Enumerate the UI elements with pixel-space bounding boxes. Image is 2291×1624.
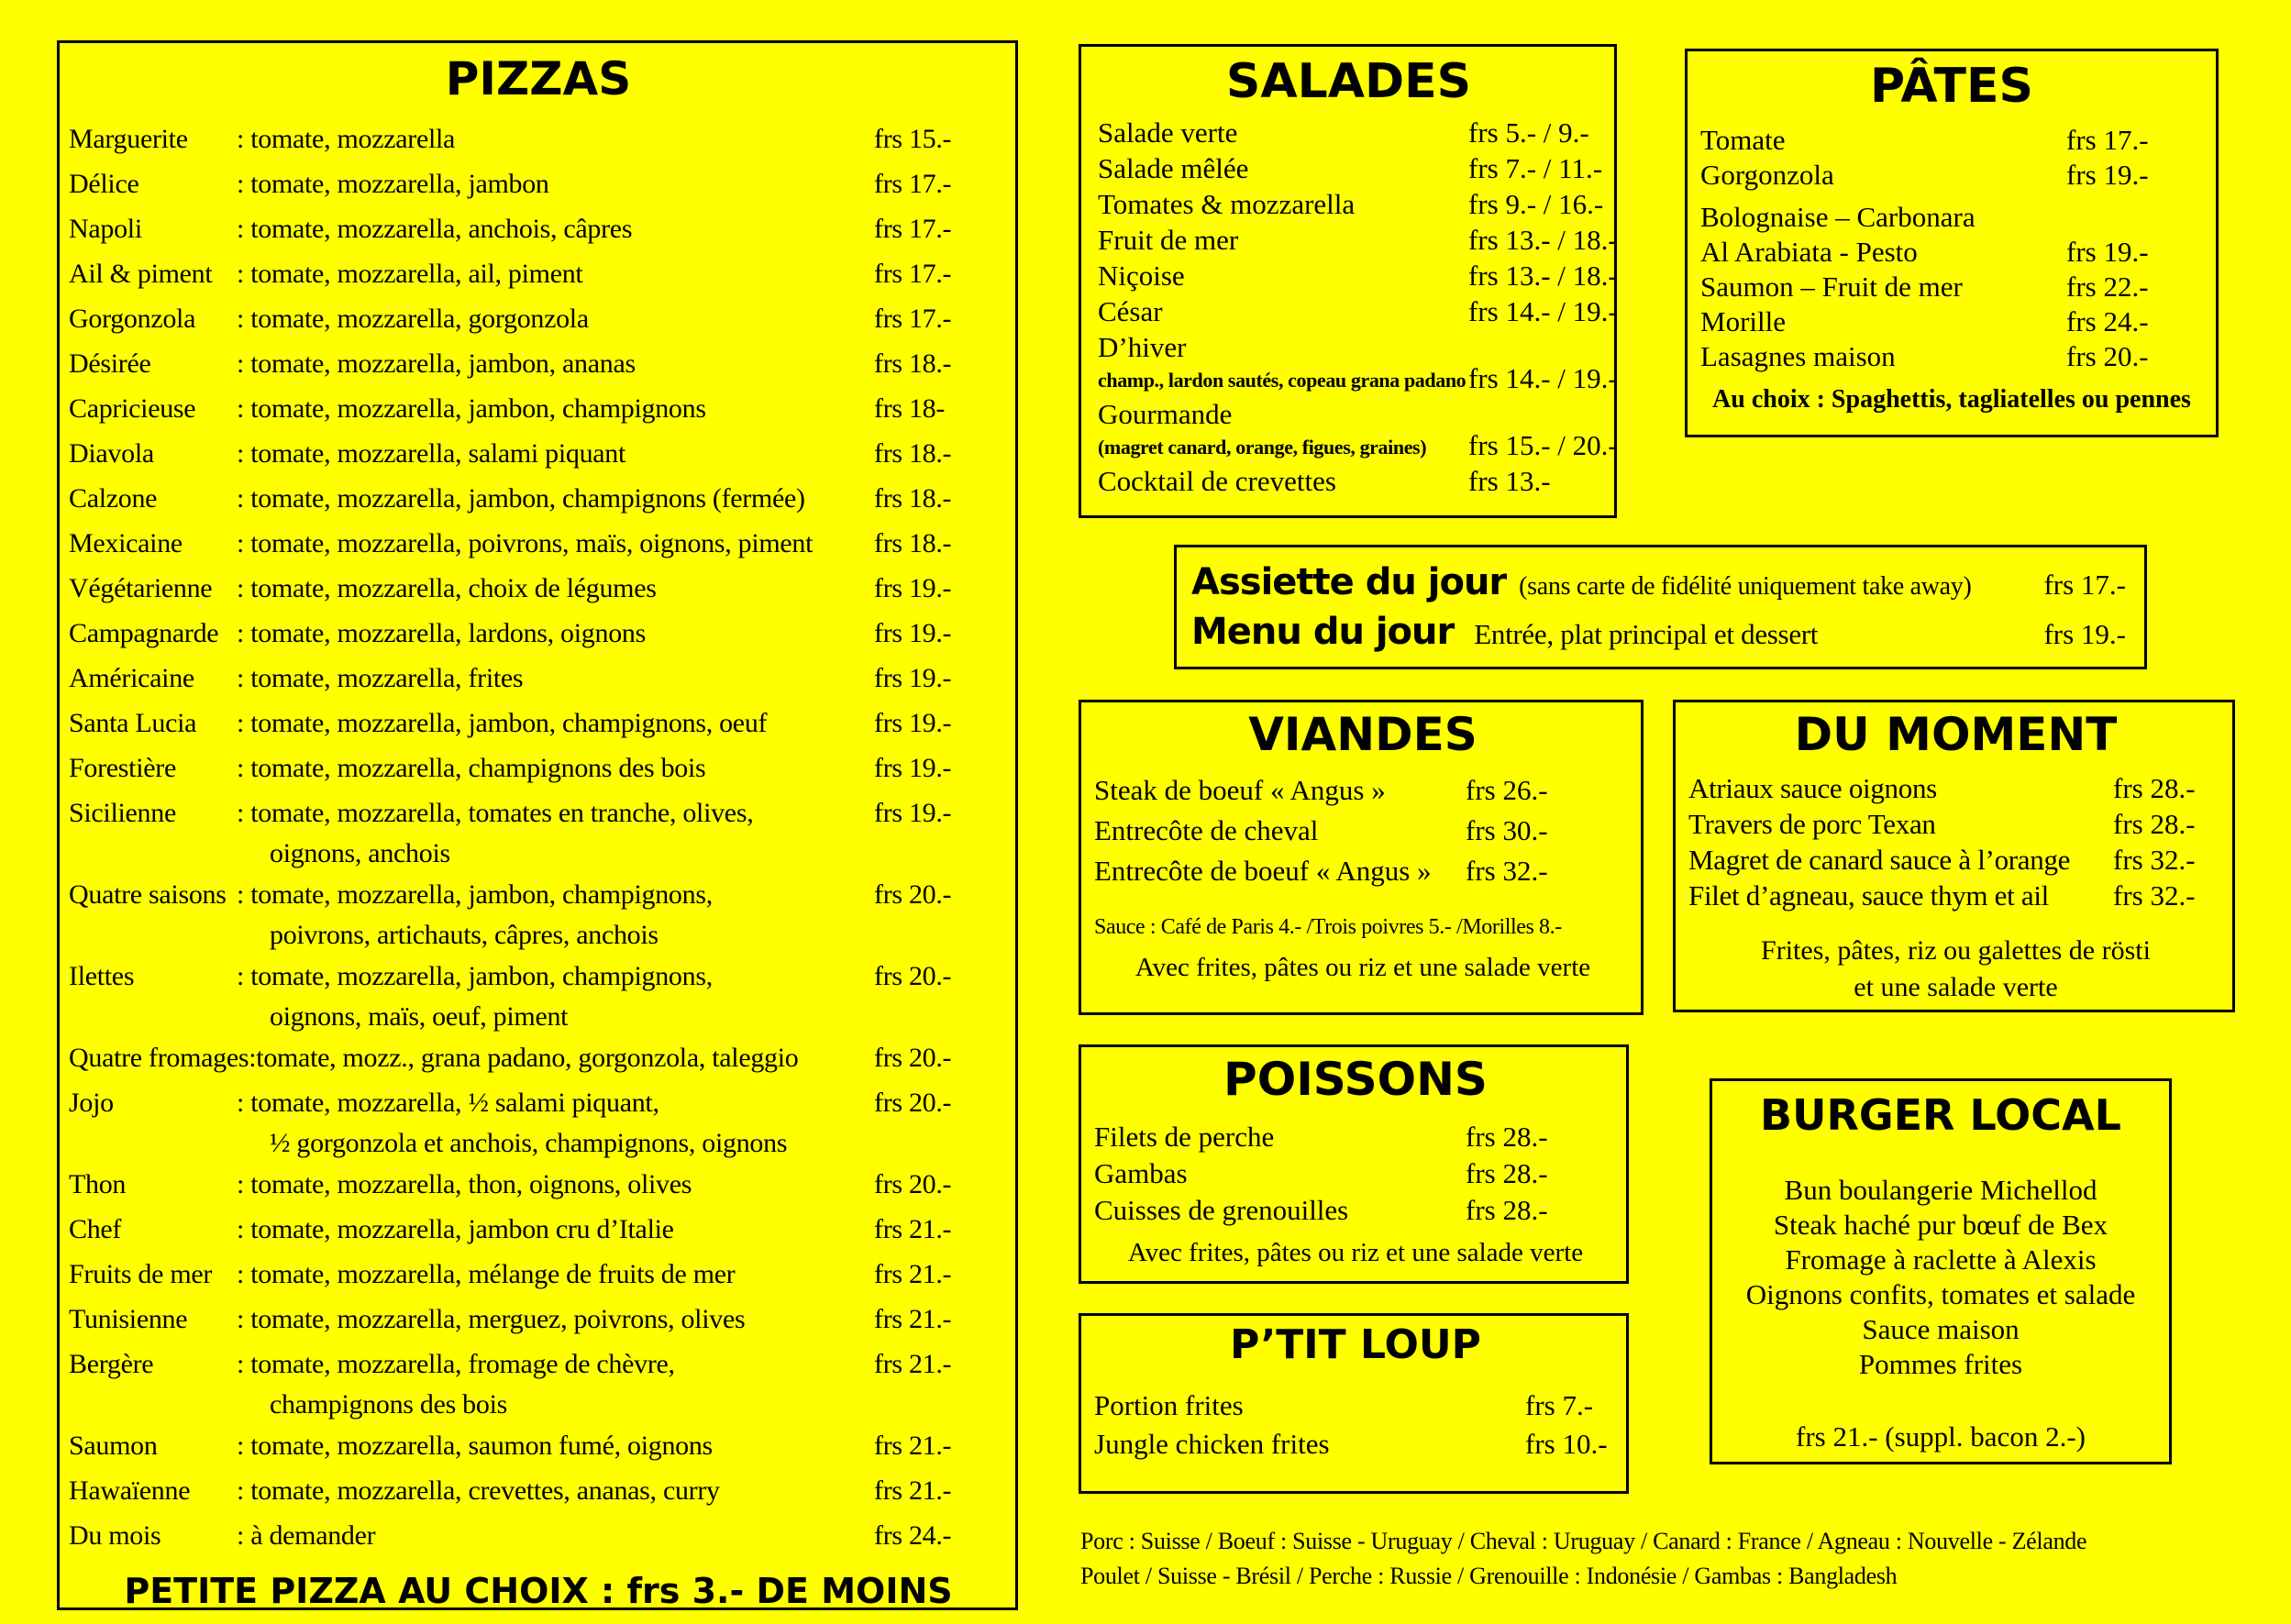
section-salades bbox=[1079, 44, 1617, 518]
pizza-name: Végétarienne bbox=[69, 573, 213, 603]
pates-note: Au choix : Spaghettis, tagliatelles ou pennes bbox=[1712, 385, 2191, 414]
pizza-price: frs 20.- bbox=[874, 961, 952, 991]
pizza-desc bbox=[237, 656, 874, 701]
pates-price bbox=[2066, 200, 2203, 235]
du-moment-name: Travers de porc Texan bbox=[1688, 808, 1936, 840]
salade-row bbox=[1098, 222, 1618, 258]
pizza-row bbox=[69, 431, 1008, 476]
pizza-desc bbox=[237, 251, 874, 296]
pizza-name: Bergère bbox=[69, 1349, 154, 1379]
burger-title: BURGER LOCAL bbox=[1760, 1090, 2121, 1140]
pizza-desc-line2: champignons des bois bbox=[270, 1389, 507, 1420]
pizza-price: frs 15.- bbox=[874, 124, 952, 154]
salade-row bbox=[1098, 396, 1618, 463]
poissons-list bbox=[1094, 1119, 1617, 1229]
ptit-loup-title: P’TIT LOUP bbox=[1230, 1321, 1481, 1368]
pates-price: frs 22.- bbox=[2066, 271, 2149, 303]
pizza-name: Quatre fromages: bbox=[69, 1043, 257, 1073]
pizza-row bbox=[69, 1252, 1008, 1297]
pizza-name: Tunisienne bbox=[69, 1304, 188, 1334]
du-moment-row bbox=[1688, 806, 2223, 842]
pizza-name: Forestière bbox=[69, 753, 176, 783]
burger-line: Steak haché pur bœuf de Bex bbox=[1773, 1209, 2108, 1241]
viandes-title: VIANDES bbox=[1248, 708, 1478, 761]
poisson-price: frs 28.- bbox=[1466, 1121, 1548, 1153]
pizza-name: Américaine bbox=[69, 663, 194, 693]
pizza-name: Marguerite bbox=[69, 124, 188, 154]
salade-name-main: Niçoise bbox=[1098, 260, 1185, 292]
pizza-row bbox=[69, 521, 1008, 566]
pizza-desc-line1: : tomate, mozzarella, jambon bbox=[237, 169, 549, 199]
pizza-price: frs 20.- bbox=[874, 1043, 952, 1073]
pizza-desc-line2: poivrons, artichauts, câpres, anchois bbox=[270, 920, 659, 950]
salade-row bbox=[1098, 186, 1604, 222]
pates-row bbox=[1700, 270, 2203, 304]
pizza-row bbox=[69, 1162, 1008, 1207]
pizza-desc-line1: : tomate, mozzarella, anchois, câpres bbox=[237, 214, 633, 244]
pizza-row bbox=[69, 1342, 1008, 1423]
pizza-name: Hawaïenne bbox=[69, 1475, 191, 1506]
pates-name: Gorgonzola bbox=[1700, 159, 1834, 191]
pizza-row bbox=[69, 790, 1008, 872]
viandes-sauce-note: Sauce : Café de Paris 4.- /Trois poivres 5.- /Morilles 8.- bbox=[1094, 915, 1562, 939]
pizza-desc bbox=[237, 1513, 874, 1558]
ptit-loup-name: Portion frites bbox=[1094, 1389, 1244, 1421]
pizza-desc-line2: ½ gorgonzola et anchois, champignons, oignons bbox=[270, 1128, 788, 1158]
pizza-desc bbox=[237, 1252, 874, 1297]
ptit-loup-list bbox=[1094, 1386, 1617, 1464]
salade-row bbox=[1098, 463, 1599, 499]
pizza-desc-line1: : tomate, mozzarella, saumon fumé, oignons bbox=[237, 1431, 713, 1461]
pizza-price: frs 17.- bbox=[874, 304, 952, 334]
pizza-row bbox=[69, 386, 1008, 431]
pizza-name: Saumon bbox=[69, 1431, 158, 1461]
pates-row bbox=[1700, 158, 2203, 193]
salade-name bbox=[1098, 396, 1468, 463]
ptit-loup-price: frs 10.- bbox=[1525, 1428, 1608, 1460]
pates-price: frs 17.- bbox=[2066, 124, 2149, 156]
assiette-du-jour-heading: Assiette du jour bbox=[1191, 560, 1507, 603]
pizza-desc bbox=[237, 1207, 874, 1252]
pizza-desc-line1: : tomate, mozzarella, jambon, ananas bbox=[237, 348, 636, 379]
pizza-desc-line1: : tomate, mozzarella, ail, piment bbox=[237, 259, 583, 289]
salade-name bbox=[1098, 258, 1468, 293]
salade-name-main: Fruit de mer bbox=[1098, 224, 1239, 256]
du-moment-name: Magret de canard sauce à l’orange bbox=[1688, 844, 2071, 876]
section-daily-banner bbox=[1174, 545, 2147, 669]
salade-price: frs 13.- bbox=[1468, 465, 1551, 497]
salade-row bbox=[1098, 150, 1603, 186]
salade-name-sub: (magret canard, orange, figues, graines) bbox=[1098, 436, 1427, 458]
pizza-row bbox=[69, 1035, 1008, 1080]
section-viandes bbox=[1079, 700, 1644, 1015]
pizza-price: frs 18.- bbox=[874, 438, 952, 469]
pizza-desc bbox=[237, 1468, 874, 1513]
ptit-loup-price: frs 7.- bbox=[1525, 1389, 1594, 1421]
pates-title: PÂTES bbox=[1870, 59, 2033, 114]
salade-name-main: Cocktail de crevettes bbox=[1098, 465, 1336, 497]
salade-name-main: Salade mêlée bbox=[1098, 152, 1249, 184]
pizza-desc bbox=[237, 954, 874, 1035]
salades-list bbox=[1098, 115, 1618, 499]
pizza-desc bbox=[237, 161, 874, 206]
pizza-row bbox=[69, 746, 1008, 790]
pizza-price: frs 20.- bbox=[874, 1169, 952, 1199]
pizza-desc-line1: : tomate, mozzarella, jambon, champignons, bbox=[237, 961, 713, 991]
viande-row bbox=[1094, 851, 1632, 891]
pizza-desc bbox=[237, 386, 874, 431]
salade-price: frs 14.- / 19.- bbox=[1468, 362, 1618, 394]
pizza-row bbox=[69, 1423, 1008, 1468]
pizza-price: frs 18.- bbox=[874, 348, 952, 379]
pizza-row bbox=[69, 566, 1008, 611]
section-du-moment bbox=[1673, 700, 2235, 1012]
pizza-row bbox=[69, 954, 1008, 1035]
pizza-name: Désirée bbox=[69, 348, 151, 379]
pizza-row bbox=[69, 701, 1008, 746]
pizza-row bbox=[69, 206, 1008, 251]
pizzas-list bbox=[69, 116, 1008, 1558]
pates-row bbox=[1700, 200, 2203, 235]
pizza-name: Du mois bbox=[69, 1520, 161, 1551]
pizza-desc-line1: : tomate, mozzarella, poivrons, maïs, oignons, piment bbox=[237, 528, 813, 558]
ptit-loup-row bbox=[1094, 1425, 1617, 1464]
section-pizzas bbox=[57, 40, 1018, 1610]
pizza-desc-line1: : tomate, mozzarella, jambon, champignons bbox=[237, 393, 706, 424]
pates-row bbox=[1700, 339, 2203, 374]
assiette-du-jour-note: (sans carte de fidélité uniquement take away) bbox=[1519, 571, 1972, 601]
pizza-price: frs 17.- bbox=[874, 214, 952, 244]
viande-row bbox=[1094, 811, 1632, 851]
pizza-name: Calzone bbox=[69, 483, 158, 514]
pizza-desc-line1: : tomate, mozzarella, mélange de fruits de mer bbox=[237, 1259, 736, 1289]
du-moment-title: DU MOMENT bbox=[1794, 708, 2118, 761]
origins-line-2: Poulet / Suisse - Brésil / Perche : Russie / Grenouille : Indonésie / Gambas : Bangladesh bbox=[1080, 1563, 1898, 1589]
du-moment-price: frs 32.- bbox=[2113, 844, 2196, 876]
poissons-sides-note: Avec frites, pâtes ou riz et une salade verte bbox=[1127, 1238, 1584, 1267]
pates-price: frs 24.- bbox=[2066, 305, 2149, 337]
salade-name bbox=[1098, 329, 1468, 396]
pizza-row bbox=[69, 341, 1008, 386]
pizza-name: Napoli bbox=[69, 214, 142, 244]
pates-name: Bolognaise – Carbonara bbox=[1700, 201, 1976, 233]
pates-name: Lasagnes maison bbox=[1700, 340, 1896, 372]
pates-price: frs 20.- bbox=[2066, 340, 2149, 372]
burger-lines bbox=[1723, 1173, 2158, 1382]
pizza-desc-line1: tomate, mozz., grana padano, gorgonzola, taleggio bbox=[256, 1043, 799, 1073]
pizza-name: Jojo bbox=[69, 1088, 114, 1118]
du-moment-row bbox=[1688, 842, 2223, 878]
salade-row bbox=[1098, 258, 1618, 293]
section-ptit-loup bbox=[1079, 1313, 1629, 1494]
origins-line-1: Porc : Suisse / Boeuf : Suisse - Uruguay / Cheval : Uruguay / Canard : France / Agneau : Nouvelle - Zélande bbox=[1080, 1528, 2087, 1554]
pizza-price: frs 20.- bbox=[874, 1088, 952, 1118]
pizza-row bbox=[69, 1297, 1008, 1342]
pizza-price: frs 21.- bbox=[874, 1431, 952, 1461]
salade-row bbox=[1098, 329, 1618, 396]
pizza-desc-line1: : tomate, mozzarella, crevettes, ananas, curry bbox=[237, 1475, 720, 1506]
pizza-name: Capricieuse bbox=[69, 393, 196, 424]
pizza-desc-line1: : tomate, mozzarella bbox=[237, 124, 456, 154]
pates-price: frs 19.- bbox=[2066, 159, 2149, 191]
pizza-name: Mexicaine bbox=[69, 528, 183, 558]
du-moment-list bbox=[1688, 770, 2223, 913]
salade-name bbox=[1098, 222, 1468, 258]
pates-list bbox=[1700, 123, 2203, 374]
ptit-loup-row bbox=[1094, 1386, 1617, 1425]
salade-name-main: Salade verte bbox=[1098, 116, 1238, 149]
pizza-desc-line1: : tomate, mozzarella, jambon, champignons (fermée) bbox=[237, 483, 805, 514]
viande-name: Steak de boeuf « Angus » bbox=[1094, 774, 1386, 806]
pizza-price: frs 18.- bbox=[874, 528, 952, 558]
pizza-desc-line1: : tomate, mozzarella, thon, oignons, olives bbox=[237, 1169, 692, 1199]
pizza-desc-line1: : tomate, mozzarella, jambon, champignons, bbox=[237, 879, 713, 910]
pizza-name: Délice bbox=[69, 169, 139, 199]
pates-row bbox=[1700, 304, 2203, 339]
viande-row bbox=[1094, 770, 1632, 811]
pizza-desc-line1: : tomate, mozzarella, champignons des bois bbox=[237, 753, 706, 783]
pizza-desc-line1: : tomate, mozzarella, jambon cru d’Italie bbox=[237, 1214, 674, 1244]
salade-name bbox=[1098, 293, 1468, 329]
salade-name-main: D’hiver bbox=[1098, 331, 1187, 363]
pizza-desc bbox=[237, 1423, 874, 1468]
du-moment-row bbox=[1688, 878, 2223, 913]
pizza-row bbox=[69, 1207, 1008, 1252]
salades-title: SALADES bbox=[1225, 54, 1472, 109]
pizza-row bbox=[69, 1080, 1008, 1162]
burger-line: Bun boulangerie Michellod bbox=[1784, 1174, 2097, 1206]
pizza-price: frs 21.- bbox=[874, 1475, 952, 1506]
pizza-desc bbox=[237, 431, 874, 476]
salade-price: frs 15.- / 20.- bbox=[1468, 429, 1618, 461]
poissons-title: POISSONS bbox=[1223, 1053, 1488, 1106]
pates-row bbox=[1700, 123, 2203, 158]
menu-du-jour-heading: Menu du jour bbox=[1191, 611, 1455, 654]
pizza-row bbox=[69, 296, 1008, 341]
pizza-price: frs 19.- bbox=[874, 573, 952, 603]
pizza-name: Quatre saisons bbox=[69, 879, 227, 910]
viande-name: Entrecôte de boeuf « Angus » bbox=[1094, 855, 1432, 887]
poisson-price: frs 28.- bbox=[1466, 1157, 1548, 1189]
pizza-name: Thon bbox=[69, 1169, 127, 1199]
pates-name: Al Arabiata - Pesto bbox=[1700, 236, 1918, 268]
pizza-price: frs 19.- bbox=[874, 618, 952, 648]
pizza-name: Santa Lucia bbox=[69, 708, 197, 738]
pizza-price: frs 19.- bbox=[874, 798, 952, 828]
pizza-row bbox=[69, 161, 1008, 206]
pizza-row bbox=[69, 1468, 1008, 1513]
pates-name: Morille bbox=[1700, 305, 1786, 337]
salade-name bbox=[1098, 115, 1468, 150]
pizza-price: frs 18.- bbox=[874, 483, 952, 514]
poisson-name: Filets de perche bbox=[1094, 1121, 1275, 1153]
origins-footnote bbox=[1080, 1524, 2236, 1594]
pizza-desc-line1: : à demander bbox=[237, 1520, 376, 1551]
salade-price: frs 14.- / 19.- bbox=[1468, 295, 1618, 327]
section-pates bbox=[1685, 49, 2219, 437]
burger-line: Pommes frites bbox=[1858, 1348, 2023, 1380]
pizza-name: Diavola bbox=[69, 438, 154, 469]
pizza-row bbox=[69, 656, 1008, 701]
pizza-desc bbox=[237, 296, 874, 341]
pizza-desc bbox=[237, 872, 874, 954]
viande-price: frs 32.- bbox=[1466, 855, 1548, 887]
pizza-row bbox=[69, 116, 1008, 161]
assiette-du-jour-line bbox=[1191, 561, 2126, 603]
pizza-desc bbox=[237, 206, 874, 251]
burger-line: Sauce maison bbox=[1862, 1313, 2020, 1345]
salade-price: frs 13.- / 18.- bbox=[1468, 224, 1618, 256]
pizza-desc bbox=[237, 790, 874, 872]
salade-price: frs 7.- / 11.- bbox=[1468, 152, 1603, 184]
pizza-desc bbox=[237, 1080, 874, 1162]
pizza-price: frs 18- bbox=[874, 393, 946, 424]
viande-price: frs 30.- bbox=[1466, 814, 1548, 846]
pizza-price: frs 21.- bbox=[874, 1259, 952, 1289]
pizza-name: Fruits de mer bbox=[69, 1259, 213, 1289]
pizza-row bbox=[69, 1513, 1008, 1558]
du-moment-name: Atriaux sauce oignons bbox=[1688, 772, 1937, 804]
poisson-row bbox=[1094, 1155, 1617, 1192]
salade-name bbox=[1098, 186, 1468, 222]
pizza-desc-line1: : tomate, mozzarella, lardons, oignons bbox=[237, 618, 646, 648]
burger-line: Fromage à raclette à Alexis bbox=[1785, 1243, 2097, 1276]
pizza-name: Ilettes bbox=[69, 961, 135, 991]
viande-price: frs 26.- bbox=[1466, 774, 1548, 806]
du-moment-price: frs 28.- bbox=[2113, 808, 2196, 840]
salade-price: frs 9.- / 16.- bbox=[1468, 188, 1604, 220]
pizzas-title: PIZZAS bbox=[445, 52, 632, 105]
pizza-desc bbox=[237, 1297, 874, 1342]
pizza-name: Ail & piment bbox=[69, 259, 213, 289]
pizza-name: Chef bbox=[69, 1214, 122, 1244]
du-moment-sides-note-1: Frites, pâtes, riz ou galettes de rösti bbox=[1761, 935, 2151, 966]
pizza-price: frs 19.- bbox=[874, 663, 952, 693]
viandes-list bbox=[1094, 770, 1632, 891]
menu-du-jour-price: frs 19.- bbox=[2043, 618, 2126, 651]
pizza-desc bbox=[237, 566, 874, 611]
pizza-desc bbox=[237, 746, 874, 790]
pizza-price: frs 20.- bbox=[874, 879, 952, 910]
pizza-price: frs 21.- bbox=[874, 1214, 952, 1244]
burger-line: Oignons confits, tomates et salade bbox=[1745, 1278, 2136, 1310]
pizza-desc bbox=[237, 1342, 874, 1423]
burger-price-line: frs 21.- (suppl. bacon 2.-) bbox=[1796, 1420, 2086, 1453]
salade-price: frs 5.- / 9.- bbox=[1468, 116, 1589, 149]
du-moment-sides-note-2: et une salade verte bbox=[1854, 972, 2058, 1002]
pizza-desc-line2: oignons, maïs, oeuf, piment bbox=[270, 1001, 569, 1032]
poisson-row bbox=[1094, 1119, 1617, 1155]
pizza-row bbox=[69, 611, 1008, 656]
pizza-row bbox=[69, 476, 1008, 521]
pizza-desc-line2: oignons, anchois bbox=[270, 838, 450, 868]
pizza-desc bbox=[237, 116, 874, 161]
viandes-sides-note: Avec frites, pâtes ou riz et une salade verte bbox=[1134, 953, 1591, 982]
pizza-name: Gorgonzola bbox=[69, 304, 196, 334]
pizza-price: frs 17.- bbox=[874, 259, 952, 289]
salade-name bbox=[1098, 463, 1468, 499]
pizza-desc bbox=[237, 701, 874, 746]
pizza-price: frs 21.- bbox=[874, 1349, 952, 1379]
pizza-desc-line1: : tomate, mozzarella, salami piquant bbox=[237, 438, 626, 469]
viande-name: Entrecôte de cheval bbox=[1094, 814, 1319, 846]
pizza-desc-line1: : tomate, mozzarella, jambon, champignons, oeuf bbox=[237, 708, 768, 738]
pizza-price: frs 19.- bbox=[874, 753, 952, 783]
pizza-desc-line1: : tomate, mozzarella, frites bbox=[237, 663, 524, 693]
salade-name bbox=[1098, 150, 1468, 186]
pizza-desc bbox=[237, 521, 874, 566]
du-moment-price: frs 32.- bbox=[2113, 879, 2196, 911]
assiette-du-jour-price: frs 17.- bbox=[2043, 568, 2126, 601]
salade-name-main: Tomates & mozzarella bbox=[1098, 188, 1356, 220]
pizza-name: Campagnarde bbox=[69, 618, 219, 648]
pizza-price: frs 21.- bbox=[874, 1304, 952, 1334]
pizza-desc bbox=[237, 611, 874, 656]
pizza-desc bbox=[256, 1035, 874, 1080]
pates-price: frs 19.- bbox=[2066, 236, 2149, 268]
menu-du-jour-line bbox=[1191, 611, 2126, 653]
pizzas-footer: PETITE PIZZA AU CHOIX : frs 3.- DE MOINS bbox=[124, 1571, 953, 1611]
poisson-name: Cuisses de grenouilles bbox=[1094, 1194, 1349, 1226]
du-moment-row bbox=[1688, 770, 2223, 806]
menu-du-jour-note: Entrée, plat principal et dessert bbox=[1474, 618, 1819, 651]
pizza-price: frs 17.- bbox=[874, 169, 952, 199]
du-moment-name: Filet d’agneau, sauce thym et ail bbox=[1688, 879, 2049, 911]
pizza-desc-line1: : tomate, mozzarella, gorgonzola bbox=[237, 304, 589, 334]
section-burger-local bbox=[1710, 1078, 2172, 1464]
pizza-price: frs 24.- bbox=[874, 1520, 952, 1551]
salade-row bbox=[1098, 115, 1599, 150]
salade-name-main: Gourmande bbox=[1098, 398, 1233, 430]
pizza-desc bbox=[237, 1162, 874, 1207]
pizza-desc bbox=[237, 476, 874, 521]
salade-name-main: César bbox=[1098, 295, 1163, 327]
section-poissons bbox=[1079, 1044, 1629, 1284]
poisson-row bbox=[1094, 1192, 1617, 1229]
pizza-desc-line1: : tomate, mozzarella, merguez, poivrons, olives bbox=[237, 1304, 746, 1334]
pizza-name: Sicilienne bbox=[69, 798, 176, 828]
pizza-row bbox=[69, 872, 1008, 954]
pates-name: Saumon – Fruit de mer bbox=[1700, 271, 1963, 303]
pates-name: Tomate bbox=[1700, 124, 1786, 156]
du-moment-price: frs 28.- bbox=[2113, 772, 2196, 804]
salade-price: frs 13.- / 18.- bbox=[1468, 260, 1618, 292]
pizza-desc-line1: : tomate, mozzarella, ½ salami piquant, bbox=[237, 1088, 659, 1118]
pizza-price: frs 19.- bbox=[874, 708, 952, 738]
poisson-name: Gambas bbox=[1094, 1157, 1188, 1189]
pizza-row bbox=[69, 251, 1008, 296]
ptit-loup-name: Jungle chicken frites bbox=[1094, 1428, 1330, 1460]
pizza-desc-line1: : tomate, mozzarella, tomates en tranche, olives, bbox=[237, 798, 754, 828]
pates-row bbox=[1700, 235, 2203, 270]
salade-row bbox=[1098, 293, 1618, 329]
pizza-desc-line1: : tomate, mozzarella, fromage de chèvre, bbox=[237, 1349, 675, 1379]
pizza-desc-line1: : tomate, mozzarella, choix de légumes bbox=[237, 573, 657, 603]
salade-name-sub: champ., lardon sautés, copeau grana padano bbox=[1098, 369, 1466, 392]
pizza-desc bbox=[237, 341, 874, 386]
poisson-price: frs 28.- bbox=[1466, 1194, 1548, 1226]
